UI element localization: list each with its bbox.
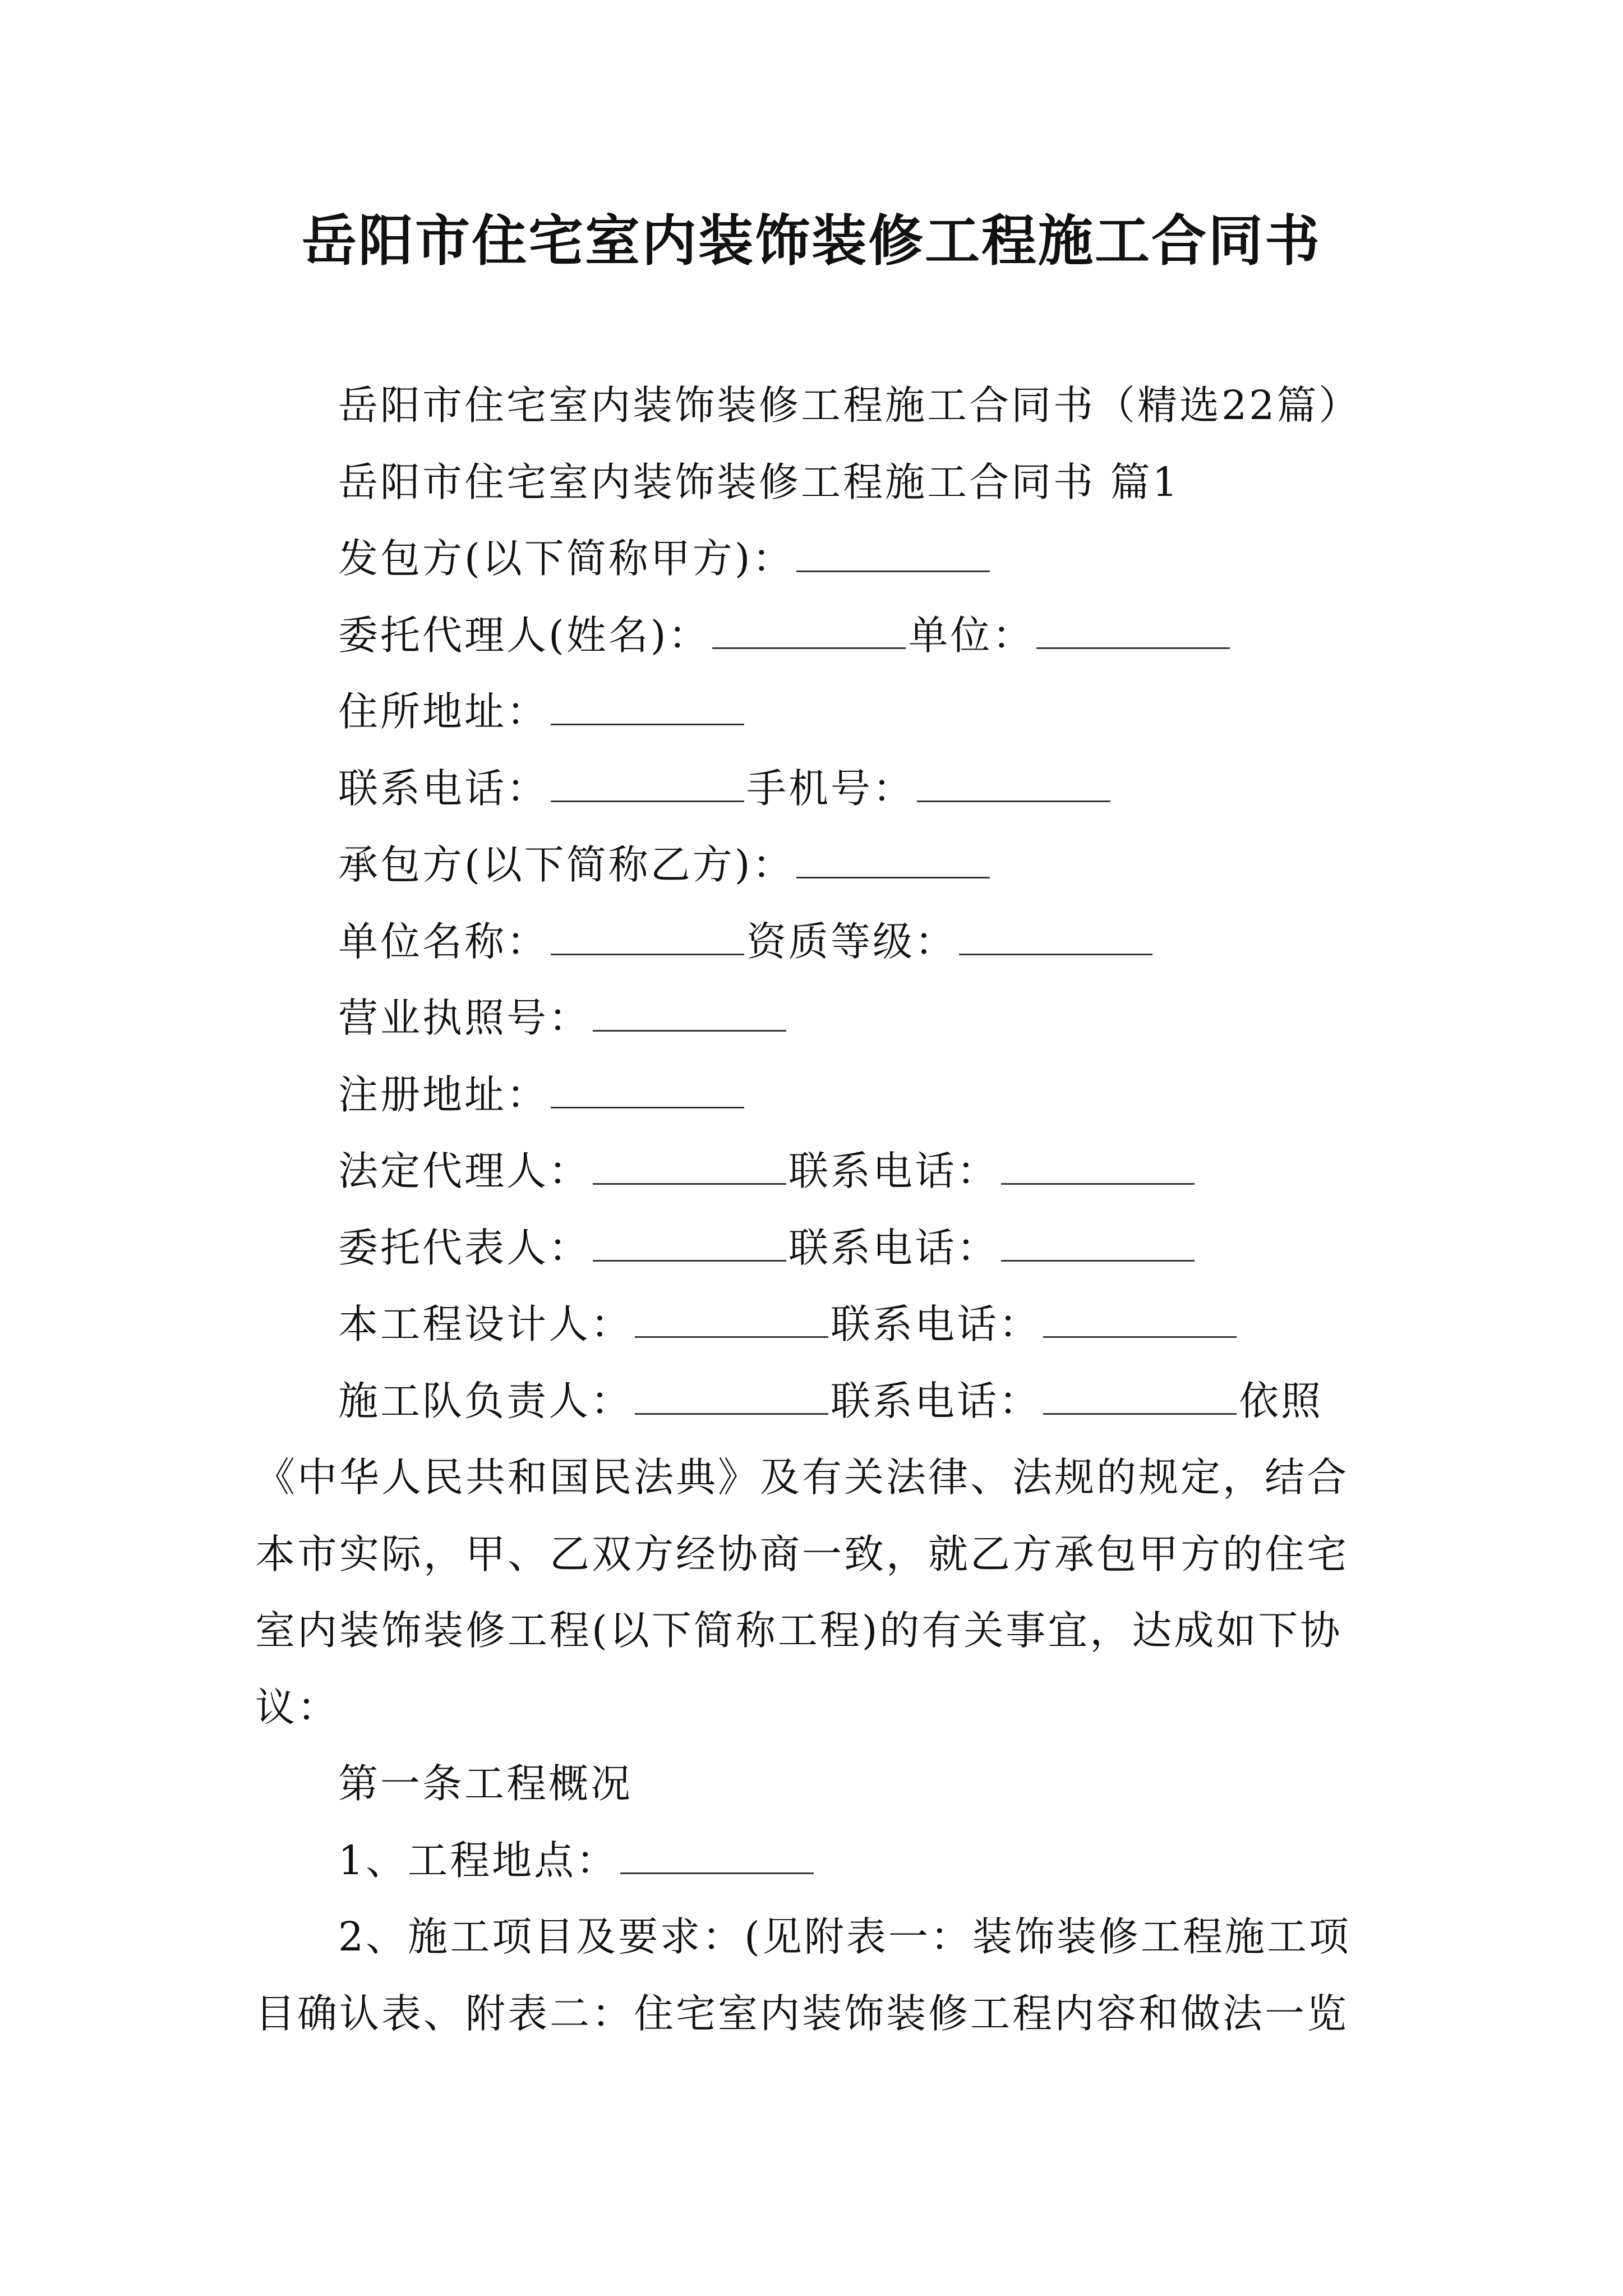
team-lead-blank[interactable] — [635, 1379, 828, 1415]
designer-line — [255, 1286, 1382, 1363]
party-b-blank[interactable] — [796, 843, 990, 878]
party-a-agent-line — [255, 597, 1382, 674]
phone-blank[interactable] — [551, 767, 744, 802]
article-1-heading — [255, 1746, 1382, 1823]
qualification-label: 资质等级： — [746, 918, 957, 965]
party-a-phone-line — [255, 751, 1382, 827]
legal-rep-phone-label: 联系电话： — [789, 1148, 999, 1194]
unit-blank[interactable] — [1036, 614, 1230, 649]
address-blank[interactable] — [551, 690, 744, 725]
party-b-company-line — [255, 904, 1382, 981]
qualification-blank[interactable] — [959, 920, 1152, 955]
company-label: 单位名称： — [338, 918, 549, 965]
delegate-label: 委托代表人： — [338, 1224, 591, 1271]
delegate-phone-label: 联系电话： — [789, 1224, 999, 1271]
party-b-legal-rep-line — [255, 1133, 1382, 1210]
article-1-item-1 — [255, 1823, 1382, 1899]
party-a-blank[interactable] — [796, 537, 990, 572]
party-b-delegate-line — [255, 1210, 1382, 1287]
team-lead-phone-blank[interactable] — [1043, 1379, 1237, 1415]
section-heading — [255, 444, 1382, 521]
legal-rep-phone-blank[interactable] — [1001, 1149, 1195, 1185]
designer-blank[interactable] — [635, 1303, 828, 1338]
subtitle-text: 岳阳市住宅室内装饰装修工程施工合同书（精选22篇） — [338, 382, 1361, 429]
article-1-item-2-line-1 — [255, 1899, 1382, 1976]
license-label: 营业执照号： — [338, 995, 591, 1041]
preamble-text-5: 议： — [255, 1683, 340, 1731]
preamble-text-2: 《中华人民共和国民法典》及有关法律、法规的规定，结合 — [255, 1454, 1349, 1501]
phone-label: 联系电话： — [338, 765, 549, 812]
preamble-line-4 — [255, 1593, 1382, 1669]
party-b-line — [255, 827, 1382, 904]
reg-address-label: 注册地址： — [338, 1071, 549, 1118]
company-blank[interactable] — [551, 920, 744, 955]
mobile-blank[interactable] — [917, 767, 1110, 802]
agent-name-blank[interactable] — [712, 614, 906, 649]
party-a-label: 发包方(以下简称甲方)： — [338, 535, 795, 582]
article-1-heading-text: 第一条工程概况 — [338, 1760, 633, 1807]
agent-label: 委托代理人(姓名)： — [338, 611, 711, 659]
address-label: 住所地址： — [338, 688, 549, 735]
legal-rep-label: 法定代理人： — [338, 1148, 591, 1194]
preamble-text-3: 本市实际，甲、乙双方经协商一致，就乙方承包甲方的住宅 — [255, 1530, 1349, 1577]
preamble-line-5 — [255, 1669, 1382, 1746]
designer-phone-blank[interactable] — [1043, 1303, 1237, 1338]
delegate-phone-blank[interactable] — [1001, 1226, 1195, 1262]
designer-label: 本工程设计人： — [338, 1301, 633, 1347]
legal-rep-blank[interactable] — [593, 1149, 786, 1185]
reg-address-blank[interactable] — [551, 1073, 744, 1108]
party-a-line — [255, 521, 1382, 597]
unit-label: 单位： — [908, 611, 1035, 659]
party-b-label: 承包方(以下简称乙方)： — [338, 841, 795, 888]
party-b-license-line — [255, 980, 1382, 1057]
designer-phone-label: 联系电话： — [831, 1301, 1041, 1347]
project-location-blank[interactable] — [620, 1839, 814, 1874]
document-title: 岳阳市住宅室内装饰装修工程施工合同书 — [301, 209, 1321, 273]
team-lead-line — [255, 1363, 1382, 1440]
team-lead-phone-label: 联系电话： — [831, 1377, 1041, 1424]
team-lead-label: 施工队负责人： — [338, 1377, 633, 1424]
party-b-reg-address-line — [255, 1057, 1382, 1134]
preamble-text-4: 室内装饰装修工程(以下简称工程)的有关事宜，达成如下协 — [255, 1607, 1343, 1654]
item-2-text-2: 目确认表、附表二：住宅室内装饰装修工程内容和做法一览 — [255, 1990, 1349, 2037]
section-heading-text: 岳阳市住宅室内装饰装修工程施工合同书 篇1 — [338, 458, 1180, 505]
mobile-label: 手机号： — [746, 765, 915, 812]
preamble-line-3 — [255, 1516, 1382, 1593]
party-a-address-line — [255, 674, 1382, 751]
document-subtitle — [255, 367, 1382, 444]
item-1-label: 1、工程地点： — [338, 1837, 619, 1884]
preamble-line-2 — [255, 1439, 1382, 1516]
article-1-item-2-line-2 — [255, 1976, 1382, 2053]
license-blank[interactable] — [593, 996, 786, 1032]
document-body — [255, 367, 1382, 2052]
delegate-blank[interactable] — [593, 1226, 786, 1262]
item-2-text-1: 2、施工项目及要求：(见附表一：装饰装修工程施工项 — [338, 1913, 1351, 1960]
preamble-text-1: 依照 — [1239, 1377, 1324, 1424]
